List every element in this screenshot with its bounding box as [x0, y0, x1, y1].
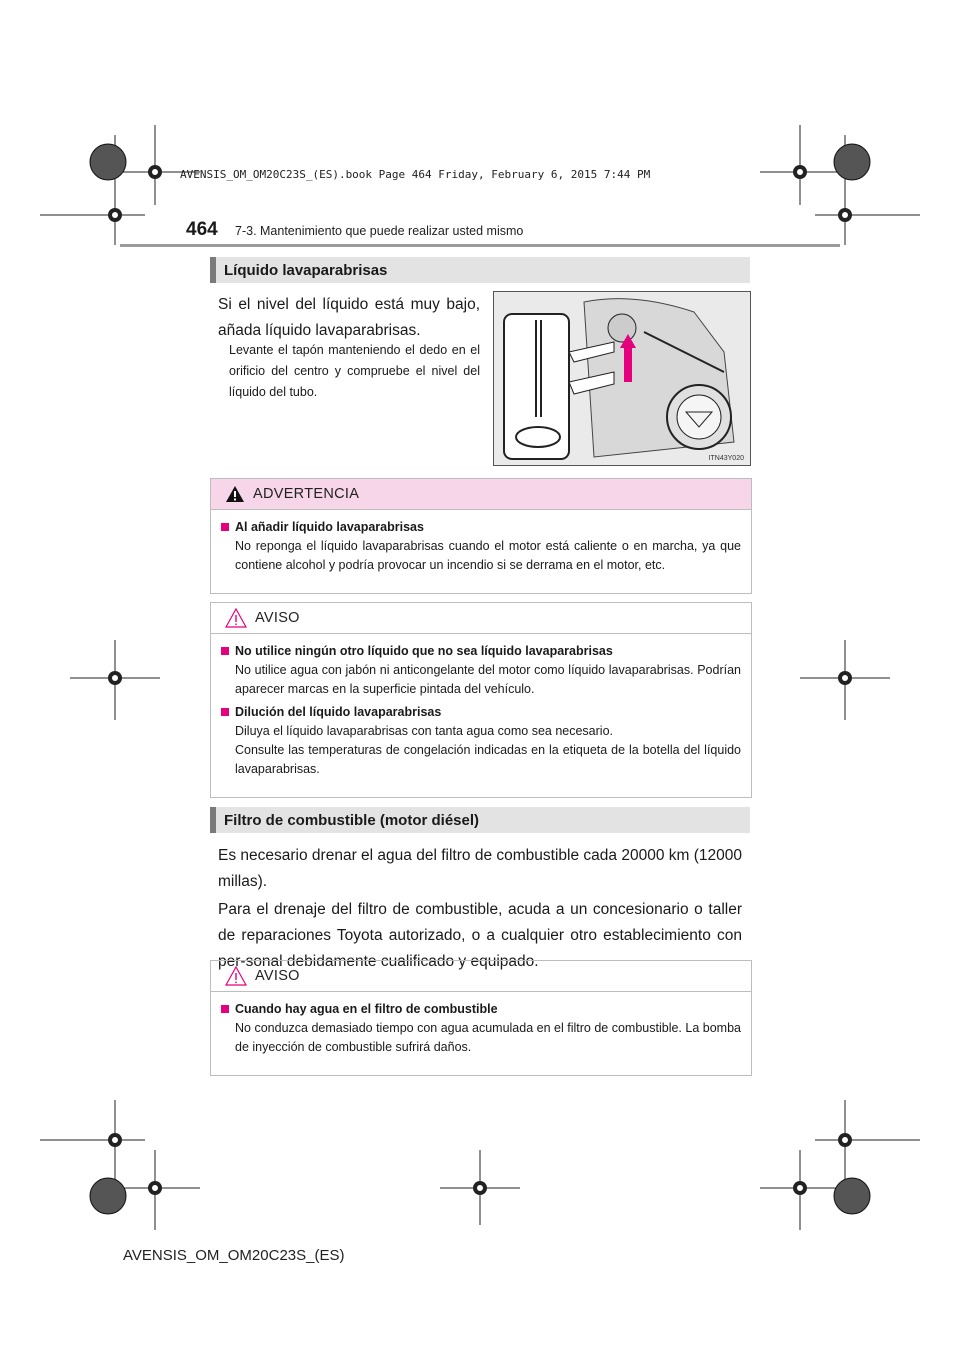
header-rule	[120, 244, 840, 247]
section-header-washer-fluid	[210, 257, 750, 283]
notice-box-2	[210, 960, 752, 1076]
bullet-square-icon	[221, 647, 229, 655]
section-marker	[210, 807, 216, 833]
washer-reservoir-illustration	[494, 292, 750, 465]
notice-box-1-body	[211, 634, 751, 793]
footer-doc-id: AVENSIS_OM_OM20C23S_(ES)	[123, 1247, 345, 1264]
warning-box	[210, 478, 752, 594]
notice-box-2-body	[211, 992, 751, 1071]
section-title: Filtro de combustible (motor diésel)	[224, 811, 480, 829]
washer-note-text: Levante el tapón manteniendo el dedo en el orificio del centro y compruebe el nivel del líquido del tubo.	[229, 343, 480, 399]
notice-box-2-header	[211, 961, 751, 992]
warning-item-title: Al añadir líquido lavaparabrisas	[221, 518, 741, 537]
warning-item-text: No reponga el líquido lavaparabrisas cuando el motor está caliente o en marcha, ya que contiene alcohol y podría provocar un incendio si se derrama en el motor, etc.	[235, 539, 741, 572]
notice-box-1	[210, 602, 752, 798]
section-marker	[210, 257, 216, 283]
bullet-square-icon	[221, 708, 229, 716]
washer-intro-text: Si el nivel del líquido está muy bajo, añada líquido lavaparabrisas.	[218, 296, 480, 339]
notice-box-2-title: AVISO	[255, 968, 300, 984]
warning-box-header	[211, 479, 751, 510]
warning-box-body	[211, 510, 751, 589]
page-number: 464	[186, 219, 218, 240]
print-line: AVENSIS_OM_OM20C23S_(ES).book Page 464 Friday, February 6, 2015 7:44 PM	[180, 168, 651, 181]
notice-item-text: No utilice agua con jabón ni anticongelante del motor como líquido lavaparabrisas. Podrían aparecer marcas en la superficie pintada del vehículo.	[235, 663, 741, 696]
chapter-title: 7-3. Mantenimiento que puede realizar usted mismo	[235, 224, 524, 238]
notice-item-text: No conduzca demasiado tiempo con agua acumulada en el filtro de combustible. La bomba de inyección de combustible sufrirá daños.	[235, 1021, 741, 1054]
figure-code: ITN43Y020	[708, 455, 744, 462]
notice-item-title: Cuando hay agua en el filtro de combustible	[221, 1000, 741, 1019]
section-title: Líquido lavaparabrisas	[224, 261, 388, 279]
notice-item-text-2: Consulte las temperaturas de congelación indicadas en la etiqueta de la botella del líquido lavaparabrisas.	[235, 743, 741, 776]
notice-item-title: Dilución del líquido lavaparabrisas	[221, 703, 741, 722]
warning-triangle-icon	[225, 485, 245, 503]
fuel-filter-para-1: Es necesario drenar el agua del filtro de combustible cada 20000 km (12000 millas).	[218, 847, 742, 890]
notice-box-1-header	[211, 603, 751, 634]
bullet-square-icon	[221, 523, 229, 531]
warning-box-title: ADVERTENCIA	[253, 486, 360, 502]
washer-reservoir-figure	[493, 291, 751, 466]
section-header-fuel-filter	[210, 807, 750, 833]
notice-item-title: No utilice ningún otro líquido que no sea líquido lavaparabrisas	[221, 642, 741, 661]
bullet-square-icon	[221, 1005, 229, 1013]
notice-box-1-title: AVISO	[255, 610, 300, 626]
notice-item-text: Diluya el líquido lavaparabrisas con tanta agua como sea necesario.	[235, 724, 614, 738]
fuel-filter-para-2: Para el drenaje del filtro de combustible, acuda a un concesionario o taller de reparaciones Toyota autorizado, o a cualquier otro establecimiento con per-sonal debidamente cualificado y equipado.	[218, 901, 742, 970]
caution-triangle-icon	[225, 966, 247, 986]
caution-triangle-icon	[225, 608, 247, 628]
